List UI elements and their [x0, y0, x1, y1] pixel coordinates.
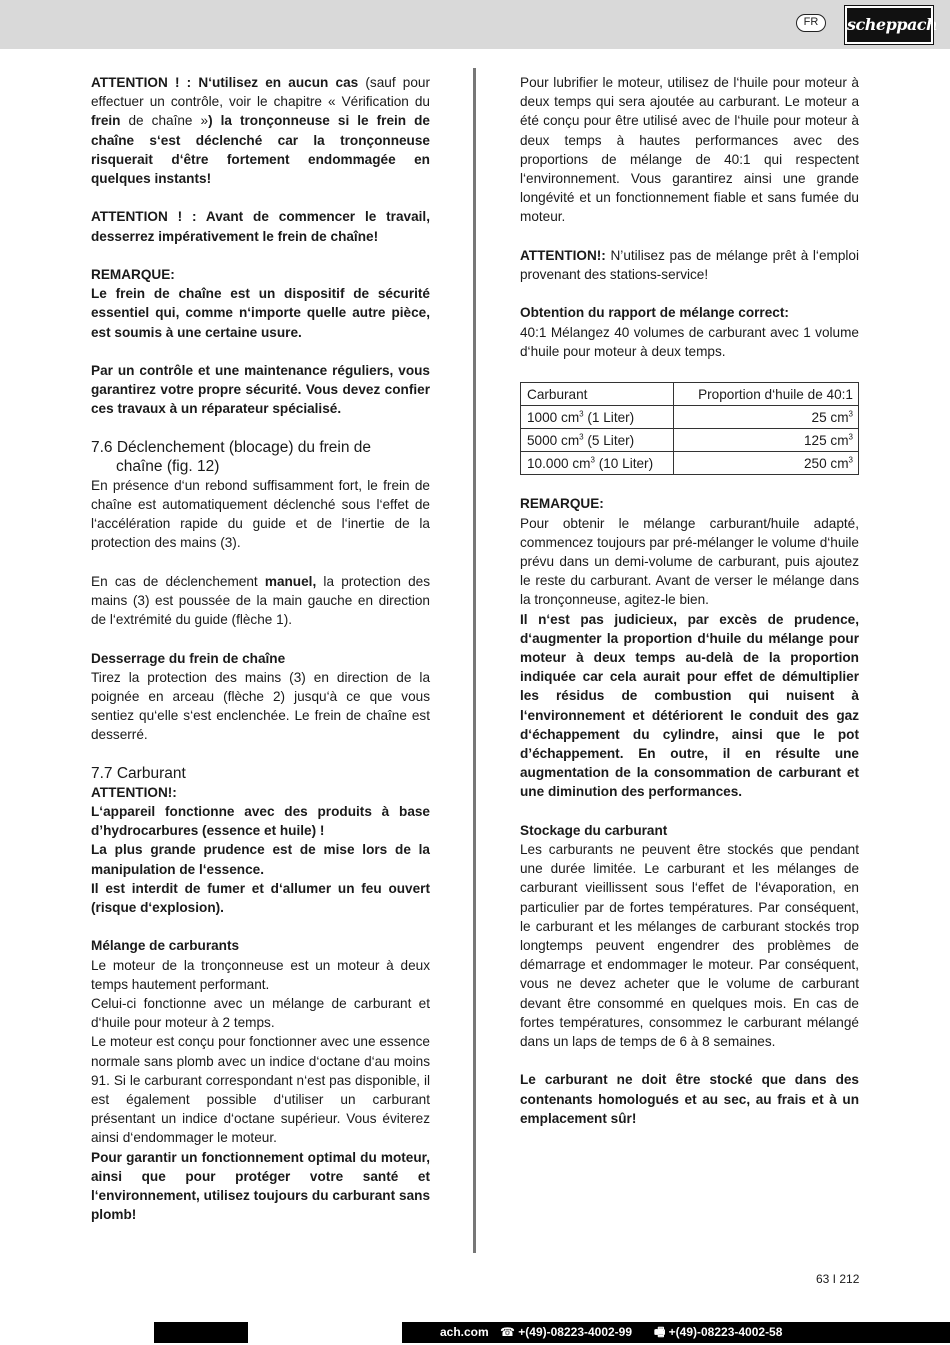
mix-paragraph-1: Le moteur de la tronçonneuse est un moteur à deux temps hautement performant. [91, 957, 430, 992]
attention-paragraph-2: ATTENTION ! : Avant de commencer le travail, desserrez impérativement le frein de chaîne! [91, 209, 430, 244]
manual-pre: En cas de déclenchement [91, 573, 265, 589]
section-7-6-text: En présence d‘un rebond suffisamment fort, le frein de chaîne est automatiquement déclenché sous l‘effet de l‘accélération rapide du guide et de l‘inertie de la protection des mains (3). [91, 477, 430, 551]
table-cell-oil: 25 $cm^3$ [674, 406, 859, 429]
ready-mix-warning-text: N’utilisez pas de mélange prêt à l‘emploi provenant des stations-service! [520, 247, 859, 283]
section-7-6-title-line1: 7.6 Déclenchement (blocage) du frein de [91, 438, 372, 456]
language-badge: FR [796, 14, 826, 32]
manual-post: la protection des mains (3) est poussée de la main gauche en direction de l‘extrémité du guide (flèche 1). [91, 573, 430, 628]
release-title: Desserrage du frein de chaîne [91, 650, 286, 666]
mix-paragraph-2: Celui-ci fonctionne avec un mélange de carburant et d‘huile pour moteur à 2 temps. [91, 996, 430, 1031]
table-cell-oil: 250 $cm^3$ [674, 452, 859, 475]
mix-title: Mélange de carburants [91, 938, 240, 954]
section-7-7-bold-3: Il est interdit de fumer et d‘allumer un feu ouvert (risque d‘explosion). [91, 880, 430, 916]
footer-bar [0, 1322, 950, 1343]
table-cell-fuel: 1000 $cm^3$ (1 Liter) [521, 406, 674, 429]
table-cell-oil: 125 $cm^3$ [674, 429, 859, 452]
remark-title: REMARQUE: [91, 267, 175, 282]
right-remark-title: REMARQUE: [520, 496, 604, 512]
right-column [520, 73, 859, 1128]
ready-mix-warning-label: ATTENTION!: [520, 247, 606, 263]
ratio-title: Obtention du rapport de mélange correct: [520, 305, 789, 321]
ready-mix-warning [520, 246, 859, 284]
attention-1-suffix: ) la tronçonneuse si le frein de chaîne s‘est déclenché car la tronçonneuse risquerait d‘être fortement endommagée en quelques instants! [91, 113, 430, 187]
right-remark-bold: Il n‘est pas judicieux, par excès de prudence, d‘augmenter la proportion d‘huile du mélange pour moteur à deux temps au-delà de la proportion indiquée car cela aurait pour effet de démultiplier les résidus de combustion qui nuisent à l‘environnement et détériorent le conduit des gaz d‘échappement du cylindre, ainsi que le pot d’échappement. En outre, il en résulte une augmentation de la consommation de carburant et une diminution des performances. [520, 611, 859, 800]
attention-1-frein: frein [91, 113, 121, 129]
brand-logo: scheppach [845, 6, 933, 44]
mix-paragraph-3: Le moteur est conçu pour fonctionner avec une essence normale sans plomb avec un indice d‘octane d‘au moins 91. Si le carburant correspondant n‘est pas disponible, il est également possible d‘utiliser un carburant présentant un indice d‘octane supérieur. Vous éviterez ainsi d‘endommager le moteur. [91, 1034, 430, 1146]
maintenance-paragraph: Par un contrôle et une maintenance réguliers, vous garantirez votre propre sécurité. Vous devez confier ces travaux à un réparateur spécialisé. [91, 363, 430, 417]
footer-phone: ☎ +(49)-08223-4002-99 [500, 1325, 633, 1339]
table-cell-fuel: 10.000 $cm^3$ (10 Liter) [521, 452, 674, 475]
storage-text: Les carburants ne peuvent être stockés que pendant une durée limitée. Le carburant et les mélanges de carburant vieillissent sous l‘effet de l‘évaporation, en particulier par de fortes températures. Par conséquent, le carburant et les mélanges de carburant stockés trop longtemps peuvent engendrer des problèmes de démarrage et endommager le moteur. Par conséquent, vous ne devez acheter que le volume de carburant devant être consommé en quelques mois. En cas de fortes températures, consommez le carburant mélangé dans un laps de temps de 6 à 8 semaines. [520, 842, 859, 1050]
attention-paragraph-1 [91, 73, 430, 188]
table-row [521, 452, 859, 475]
footer-website[interactable]: ach.com [440, 1325, 489, 1339]
table-header-cell: Carburant [521, 383, 674, 406]
table-header-row [521, 383, 859, 406]
table-cell-fuel: 5000 $cm^3$ (5 Liter) [521, 429, 674, 452]
section-7-7-title: 7.7 Carburant [91, 764, 186, 782]
storage-bold: Le carburant ne doit être stocké que dans des contenants homologués et au sec, au frais et à un emplacement sûr! [520, 1072, 859, 1126]
ratio-text: 40:1 Mélangez 40 volumes de carburant avec 1 volume d‘huile pour moteur à deux temps. [520, 324, 859, 359]
right-remark-text: Pour obtenir le mélange carburant/huile adapté, commencez toujours par pré-mélanger le volume d‘huile prévu dans un demi-volume de carburant, puis ajoutez le reste du carburant. Avant de verser le mélange dans la tronçonneuse, agitez-le bien. [520, 515, 859, 608]
manual-bold: manuel, [264, 573, 317, 589]
table-row [521, 429, 859, 452]
mixing-table [520, 382, 859, 475]
section-7-6-title [91, 438, 430, 457]
mix-bold-paragraph: Pour garantir un fonctionnement optimal du moteur, ainsi que pour protéger votre santé et l‘environnement, utilisez toujours du carburant sans plomb! [91, 1149, 430, 1223]
section-7-6-title-cont: chaîne (fig. 12) [116, 457, 220, 475]
footer-fax: 🖷 +(49)-08223-4002-58 [654, 1325, 783, 1339]
section-7-7-attention: ATTENTION!: [91, 784, 177, 800]
table-header-cell: Proportion d‘huile de 40:1 [674, 383, 859, 406]
attention-1-prefix: ATTENTION ! : N‘utilisez en aucun cas [91, 75, 359, 90]
header-bar [0, 0, 950, 49]
section-7-7-bold-1: L‘appareil fonctionne avec des produits à base d’hydrocarbures (essence et huile) ! [91, 804, 430, 839]
lubrication-paragraph: Pour lubrifier le moteur, utilisez de l‘huile pour moteur à deux temps qui sera ajoutée au carburant. Le moteur a été conçu pour être utilisé avec de l‘huile pour moteur à deux temps à hautes performances avec des proportions de mélange de 40:1 qui respectent l‘environnement. Vous garantirez ainsi une grande longévité et un fonctionnement fiable et sans fumée du moteur. [520, 75, 859, 225]
attention-1-mid2: de chaîne » [120, 113, 209, 129]
storage-title: Stockage du carburant [520, 822, 668, 838]
left-column [91, 73, 430, 1224]
section-7-7-bold-2: La plus grande prudence est de mise lors de la manipulation de l‘essence. [91, 842, 430, 877]
remark-text: Le frein de chaîne est un dispositif de sécurité essentiel qui, comme n‘importe quelle autre pièce, est soumis à une certaine usure. [91, 286, 430, 340]
manual-release-paragraph [91, 572, 430, 630]
table-row [521, 406, 859, 429]
attention-1-mid: (sauf pour effectuer un contrôle, voir le chapitre « Vérification du [91, 75, 431, 110]
page-number: 63 I 212 [816, 1272, 860, 1286]
column-divider [473, 68, 476, 1253]
release-text: Tirez la protection des mains (3) en direction de la poignée en arceau (flèche 2) jusqu‘à ce que vous sentiez qu‘elle s‘est enclenchée. Le frein de chaîne est desserré. [91, 669, 430, 743]
